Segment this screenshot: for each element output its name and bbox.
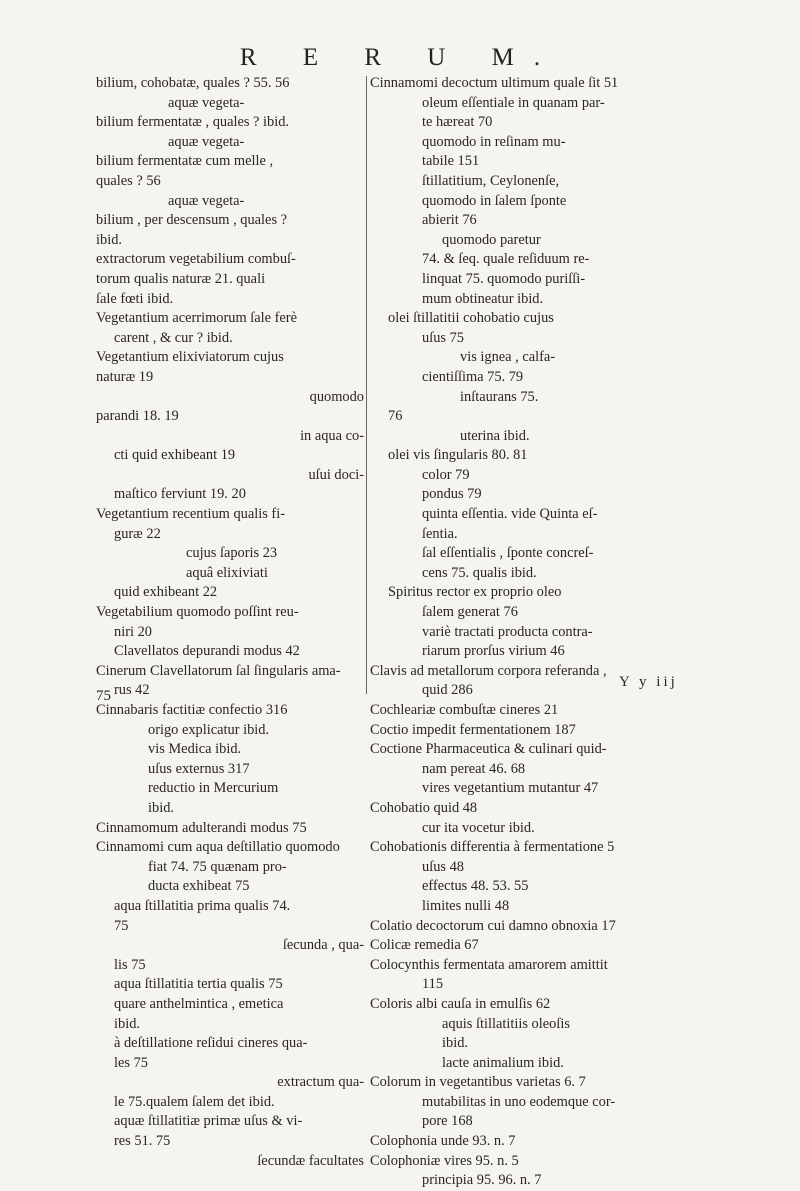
index-entry: bilium fermentatæ cum melle ,	[96, 153, 274, 170]
index-entry: te hæreat 70	[422, 114, 493, 131]
index-entry: Colicæ remedia 67	[370, 937, 479, 954]
index-entry: aquâ elixiviati	[186, 564, 268, 581]
index-entry: lis 75	[114, 956, 146, 973]
index-entry: ſtillatitium, Ceylonenſe,	[422, 172, 560, 189]
index-entry: mum obtineatur ibid.	[422, 290, 544, 307]
index-entry: maſtico ferviunt 19. 20	[114, 486, 246, 503]
index-entry: Clavis ad metallorum corpora referanda ,	[370, 662, 607, 679]
index-entry: 74. & ſeq. quale reſiduum re-	[422, 251, 590, 268]
index-entry: Colorum in vegetantibus varietas 6. 7	[370, 1074, 586, 1091]
index-entry: Vegetantium acerrimorum ſale ferè	[96, 310, 297, 327]
index-entry: olei vis ſingularis 80. 81	[388, 447, 528, 464]
index-entry: bilium, cohobatæ, quales ? 55. 56	[96, 75, 290, 91]
index-entry: uterina ibid.	[460, 427, 530, 444]
index-entry: reductio in Mercurium	[148, 780, 279, 797]
index-entry: le 75.qualem ſalem det ibid.	[114, 1093, 275, 1110]
index-entry: fiat 74. 75 quænam pro-	[148, 858, 287, 875]
index-entry: extractorum vegetabilium combuſ-	[96, 251, 296, 268]
index-entry: torum qualis naturæ 21. quali	[96, 270, 266, 287]
index-entry: inſtaurans 75.	[460, 388, 539, 405]
index-entry: quid 286	[422, 682, 473, 699]
index-entry: olei ſtillatitii cohobatio cujus	[388, 310, 554, 327]
index-entry: quomodo paretur	[442, 231, 541, 248]
index-entry: Cinnamomi decoctum ultimum quale ſit 51	[370, 75, 619, 91]
index-entry: à deſtillatione reſidui cineres qua-	[114, 1035, 308, 1052]
index-entry: Colatio decoctorum cui damno obnoxia 17	[370, 917, 616, 934]
index-entry: uſus 75	[422, 329, 464, 346]
index-entry: Cinnamomum adulterandi modus 75	[96, 819, 307, 836]
index-entry: quomodo in reſinam mu-	[422, 133, 566, 150]
index-entry: limites nulli 48	[422, 897, 510, 914]
index-entry: carent , & cur ? ibid.	[114, 329, 233, 346]
index-entry: aquæ vegeta-	[168, 94, 245, 111]
index-entry: quid exhibeant 22	[114, 584, 218, 601]
index-entry: lacte animalium ibid.	[442, 1054, 564, 1071]
index-entry: rus 42	[114, 682, 150, 699]
index-entry: quales ? 56	[96, 172, 161, 189]
index-entry: ſale fœti ibid.	[96, 290, 174, 307]
index-entry: in aqua co-	[300, 427, 364, 444]
index-entry: naturæ 19	[96, 368, 154, 385]
running-header: R E R U M.	[239, 44, 561, 71]
index-entry: Cinnabaris factitiæ confectio 316	[96, 702, 288, 718]
index-entry: pondus 79	[422, 486, 482, 503]
index-entry: Colophoniæ vires 95. n. 5	[370, 1152, 519, 1169]
index-entry: Coctione Pharmaceutica & culinari quid-	[370, 741, 607, 758]
index-entry: Clavellatos depurandi modus 42	[114, 643, 300, 660]
index-entry: Coloris albi cauſa in emulſis 62	[370, 995, 551, 1012]
index-entry: bilium fermentatæ , quales ? ibid.	[96, 114, 290, 131]
index-entry: principia 95. 96. n. 7	[422, 1172, 542, 1189]
index-entry: mutabilitas in uno eodemque cor-	[422, 1093, 616, 1110]
index-entry: ibid.	[96, 231, 122, 248]
index-entry: aquis ſtillatitiis oleoſis	[442, 1015, 570, 1032]
index-entry: ſalem generat 76	[422, 604, 518, 621]
index-entry: guræ 22	[114, 525, 161, 542]
index-entry: ibid.	[148, 799, 174, 816]
index-entry: extractum qua-	[277, 1074, 364, 1091]
index-entry: Vegetantium recentium qualis fi-	[96, 506, 286, 523]
index-entry: pore 168	[422, 1113, 473, 1130]
index-entry: ibid.	[442, 1035, 468, 1052]
index-entry: cur ita vocetur ibid.	[422, 819, 535, 836]
index-entry: 75	[114, 917, 129, 934]
index-entry: color 79	[422, 466, 470, 483]
column-divider	[366, 76, 367, 694]
index-entry: origo explicatur ibid.	[148, 721, 270, 738]
index-entry: les 75	[114, 1054, 148, 1071]
index-entry: quomodo in ſalem ſponte	[422, 192, 567, 209]
index-entry: vis ignea , calfa-	[460, 349, 556, 366]
index-entry: variè tractati producta contra-	[422, 623, 593, 640]
index-entry: cujus ſaporis 23	[186, 545, 278, 562]
index-entry: Spiritus rector ex proprio oleo	[388, 584, 562, 601]
index-entry: Colocynthis fermentata amarorem amittit	[370, 956, 608, 973]
index-entry: cientiſſima 75. 79	[422, 368, 524, 385]
index-entry: Cochleariæ combuſtæ cineres 21	[370, 702, 559, 718]
index-entry: effectus 48. 53. 55	[422, 878, 529, 895]
index-entry: res 51. 75	[114, 1133, 171, 1150]
index-entry: quare anthelmintica , emetica	[114, 995, 284, 1012]
index-entry: bilium , per descensum , quales ?	[96, 212, 288, 229]
index-entry: 76	[388, 408, 403, 425]
index-column-left	[96, 74, 364, 1171]
index-entry: niri 20	[114, 623, 152, 640]
index-entry: aqua ſtillatitia tertia qualis 75	[114, 976, 283, 993]
index-entry: Colophonia unde 93. n. 7	[370, 1133, 516, 1150]
index-entry: ibid.	[114, 1015, 140, 1032]
index-entry: 115	[422, 976, 444, 993]
index-entry: aquæ vegeta-	[168, 192, 245, 209]
index-entry: parandi 18. 19	[96, 408, 179, 425]
index-entry: Vegetantium elixiviatorum cujus	[96, 349, 284, 366]
index-entry: vires vegetantium mutantur 47	[422, 780, 599, 797]
index-entry: Cinerum Clavellatorum ſal ſingularis ama-	[96, 662, 341, 679]
index-entry: cens 75. qualis ibid.	[422, 564, 537, 581]
index-entry: uſui doci-	[308, 466, 364, 483]
index-entry: nam pereat 46. 68	[422, 760, 526, 777]
index-entry: Cohobationis differentia à fermentatione 5	[370, 839, 615, 856]
signature-mark: Y y iij	[619, 674, 678, 690]
index-entry: oleum eſſentiale in quanam par-	[422, 94, 605, 111]
index-entry: aquæ vegeta-	[168, 133, 245, 150]
index-column-right	[370, 74, 705, 1191]
index-entry: Vegetabilium quomodo poſſint reu-	[96, 604, 299, 621]
index-entry: uſus 48	[422, 858, 464, 875]
index-entry: ſentia.	[422, 525, 458, 542]
index-entry: riarum prorſus virium 46	[422, 643, 565, 660]
index-entry: tabile 151	[422, 153, 480, 170]
index-entry: abierit 76	[422, 212, 477, 229]
index-entry: vis Medica ibid.	[148, 741, 242, 758]
index-entry: ducta exhibeat 75	[148, 878, 250, 895]
index-entry: aquæ ſtillatitiæ primæ uſus & vi-	[114, 1113, 303, 1130]
index-entry: ſecunda , qua-	[282, 937, 364, 954]
index-entry: uſus externus 317	[148, 760, 250, 777]
index-entry: quomodo	[309, 388, 364, 405]
index-entry: linquat 75. quomodo puriſſi-	[422, 270, 586, 287]
index-entry: ſecundæ facultates	[257, 1152, 364, 1169]
index-entry: Cinnamomi cum aqua deſtillatio quomodo	[96, 839, 340, 856]
index-entry: Cohobatio quid 48	[370, 799, 478, 816]
index-entry: Coctio impedit fermentationem 187	[370, 721, 576, 738]
catchword-number: 75	[96, 688, 111, 704]
index-entry: quinta eſſentia. vide Quinta eſ-	[422, 506, 598, 523]
index-entry: cti quid exhibeant 19	[114, 447, 236, 464]
index-entry: ſal eſſentialis , ſponte concreſ-	[422, 545, 594, 562]
index-entry: aqua ſtillatitia prima qualis 74.	[114, 897, 291, 914]
